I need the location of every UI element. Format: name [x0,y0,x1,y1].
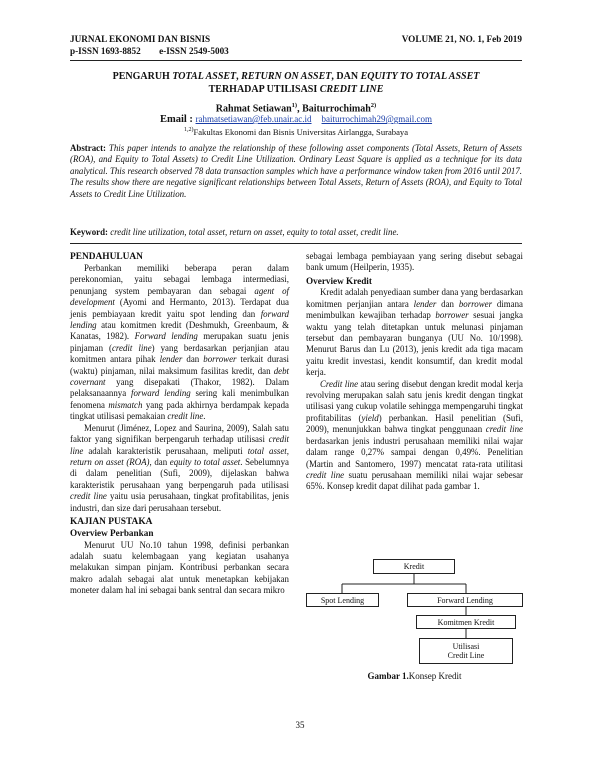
subsection-heading-overview-kredit: Overview Kredit [306,275,372,286]
paragraph: Kredit adalah penyediaan sumber dana yang berdasarkan komitmen perjanjian antara lender dan borrower dimana menimbulkan kewajiban terhadap borrower sesuai jangka waktu yang telah ditetapkan untuk melunasi pinjaman tersebut dan pembayaran bunganya (UU No. 10/1998). Menurut Barus dan Lu (2013), jenis kredit ada tiga macam yaitu kredit investasi, kendit konsumtif, dan kredit modal kerja. [306,287,523,378]
paper-authors: Rahmat Setiawan$^{1)}$, Baiturrochimah$^{2)}$ [215,102,377,115]
node-forward-lending: Forward Lending [407,593,523,607]
abstract-label: Abstract: [70,143,106,153]
figure-konsep-kredit [306,555,523,675]
journal-issn: p-ISSN 1693-8852 e-ISSN 2549-5003 [70,46,229,56]
subsection-heading-overview-perbankan: Overview Perbankan [70,527,154,538]
node-spot-lending: Spot Lending [306,593,379,607]
node-komitmen-kredit: Komitmen Kredit [416,615,516,629]
keywords-rule [70,243,522,244]
affiliation: $^{1,2)}$Fakultas Ekonomi dan Bisnis Universitas Airlangga, Surabaya [183,126,409,137]
paragraph: Perbankan memiliki beberapa peran dalam perekonomian, yaitu sebagai lembaga intermediasi, penunjang system pembayaran dan sebagai agent of development (Ayomi and Hermanto, 2013). Terdapat dua jenis pembiayaan kredit yaitu spot lending dan forward lending atau komitmen kredit (Deshmukh, Greenbaum, & Kanatas, 1982). Forward lending merupakan suatu jenis pinjaman (credit line) yang berdasarkan perjanjian atau komitmen antara pihak lender dan borrower terkait durasi (waktu) pinjaman, nilai maksimum fasilitas kredit, dan debt covernant yang disepakati (Thakor, 1982). Dalam pelaksanaannya forward lending sering kali menimbulkan fenomena mismatch yang pada akhirnya berdampak kepada tingkat utilisasi pemakaian credit line. [70,263,290,422]
right-column [306,251,523,493]
paper-title: PENGARUH TOTAL ASSET, RETURN ON ASSET, DAN EQUITY TO TOTAL ASSET TERHADAP UTILISASI CREDIT LINE [112,71,480,95]
journal-header-left [70,33,229,57]
keywords-label: Keyword: [70,227,108,237]
keywords-text: credit line utilization, total asset, return on asset, equity to total asset, credit line. [107,227,399,237]
figure-caption: Gambar 1.Konsep Kredit [367,671,462,681]
paragraph: sebagai lembaga pembiayaan yang sering disebut sebagai bank umum (Heilperin, 1935). [306,251,523,273]
paragraph: Menurut UU No.10 tahun 1998, definisi perbankan adalah suatu kelembagaan yang kegiatan usahanya melakukan simpan pinjam. Kontribusi perbankan secara makro adalah sebagai alat untuk menetapkan kebijakan moneter dalam hal ini sebagai bank sentral dan secara mikro [70,539,289,596]
page-number: 35 [295,720,305,730]
paragraph: Credit line atau sering disebut dengan kredit modal kerja revolving merupakan salah satu jenis kredit dengan tingkat utilisasi yang cukup volatile sehingga mempengaruhi tingkat profitabilitas (yield) perbankan. Hasil penelitian (Sufi, 2009), menunjukkan bahwa tingkat penggunaan credit line berdasarkan jenis industri perusahaan memiliki nilai wajar dalam range 0,27% sampai dengan 0,49%. Penelitian (Martin and Santomero, 1997) mencatat rata-rata utilitasi credit line suatu perusahaan memiliki nilai wajar sebesar 65%. Konsep kredit dapat dilihat pada gambar 1. [306,378,524,492]
abstract-text: This paper intends to analyze the relationship of these following asset components (Total Assets, Return of Assets (ROA), and Equity to Total Assets) to Credit Line Utilization. Ordinary Least Square is applied as a technique for its data analytical. This research observed 78 data transaction samples which have a performance window taken from 2016 until 2017. The results show there are negative significant relationships between Total Assets, Return of Assets (ROA), and Equity to Total Assets to Credit Line Utilization. [70,143,522,199]
journal-volume: VOLUME 21, NO. 1, Feb 2019 [401,34,522,44]
section-heading-kajian: KAJIAN PUSTAKA [70,516,153,527]
left-column [70,251,289,597]
abstract [70,143,522,200]
email-link-1[interactable]: rahmatsetiawan@feb.unair.ac.id [195,114,312,124]
email-link-2[interactable]: baiturrochimah29@gmail.com [321,114,433,124]
keywords [70,227,522,238]
email-label: Email : [159,114,196,125]
journal-name: JURNAL EKONOMI DAN BISNIS [70,34,211,44]
paragraph: Menurut (Jiménez, Lopez and Saurina, 2009), Salah satu faktor yang signifikan berpengaruh terhadap utilisasi credit line adalah karakteristik perusahaan, meliputi total asset, return on asset (ROA), dan equity to total asset. Sebelumnya di dalam penelitian (Sufi, 2009), dijelaskan bahwa karakteristik perusahaan yang berpengaruh pada utilisasi credit line yaitu usia perusahaan, tingkat profitabilitas, jenis industri, dan size dari perusahaan tersebut. [70,422,290,513]
node-utilisasi-credit-line: Utilisasi Credit Line [419,638,513,664]
section-heading-pendahuluan: PENDAHULUAN [70,252,143,262]
header-rule [70,60,522,61]
node-kredit: Kredit [373,559,455,574]
